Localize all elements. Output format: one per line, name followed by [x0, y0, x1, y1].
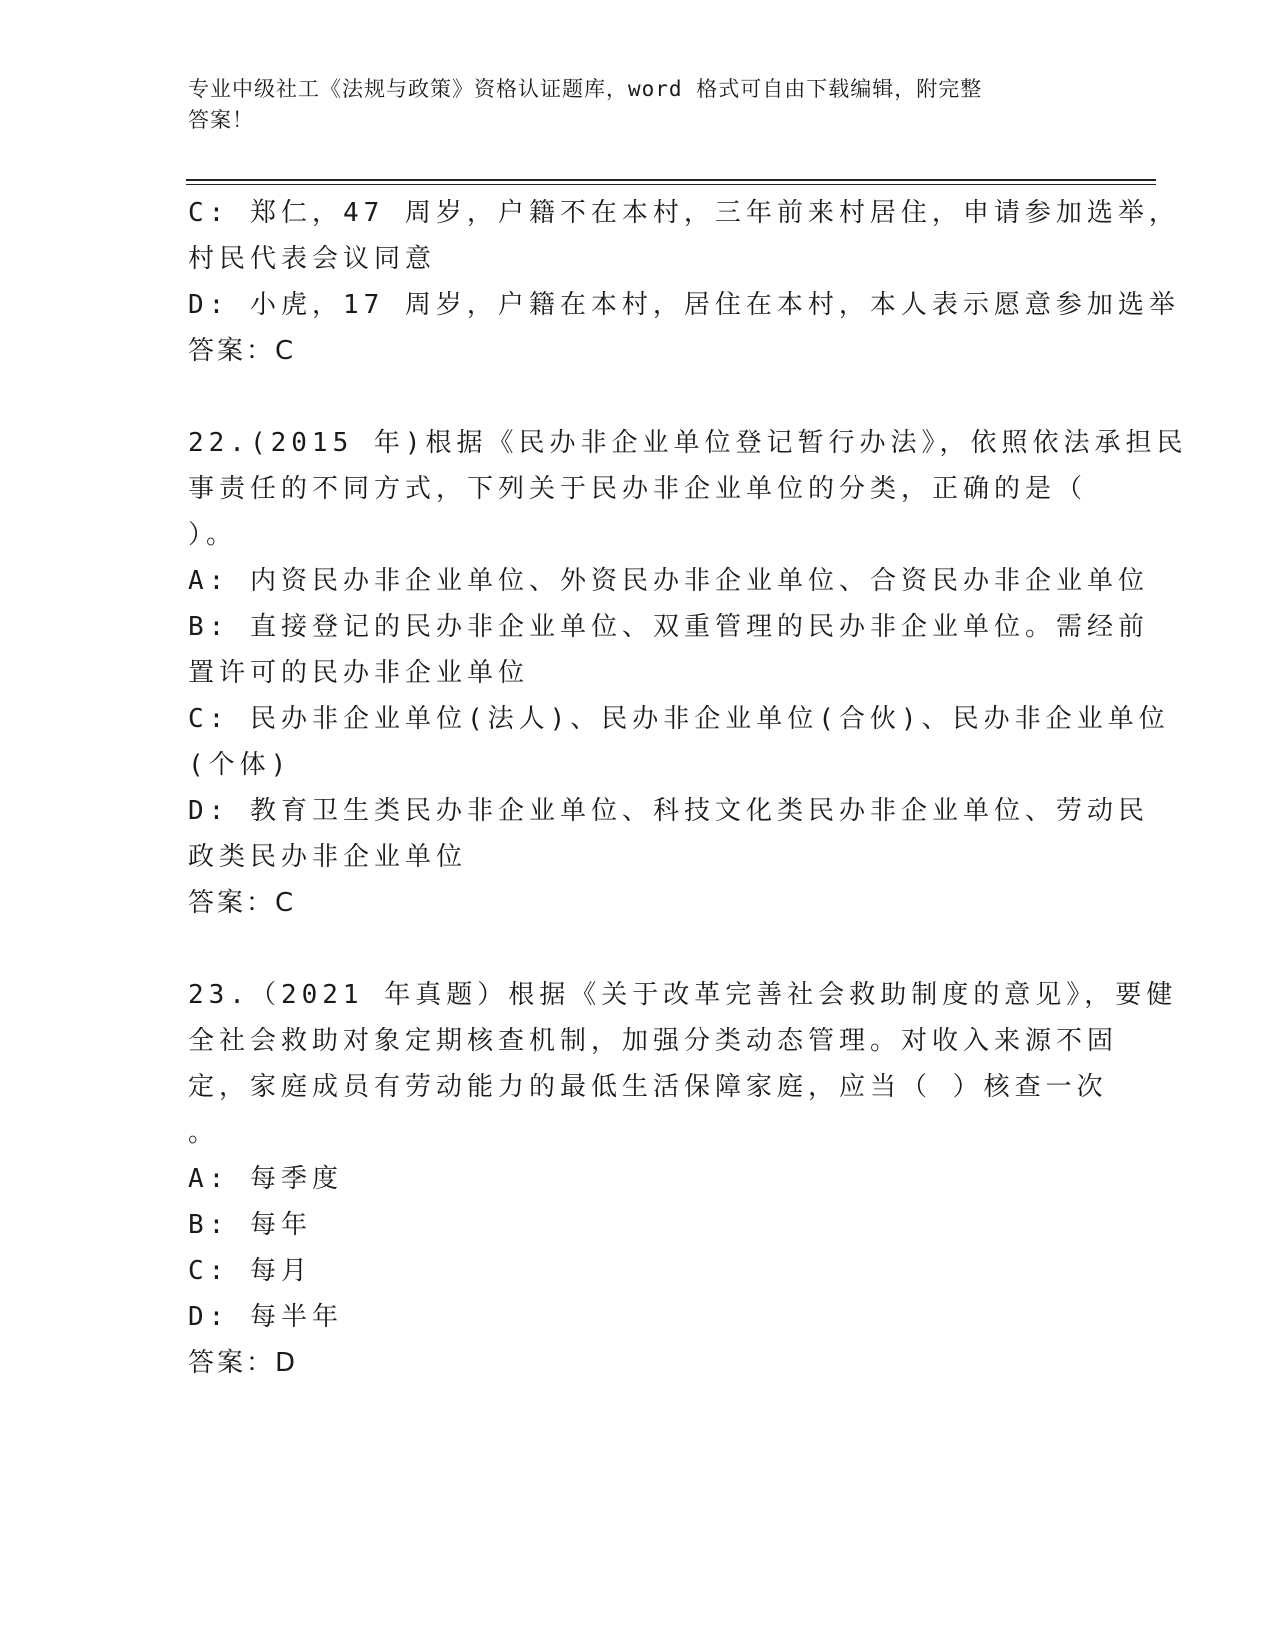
question-23-stem-line-2: 全社会救助对象定期核查机制，加强分类动态管理。对收入来源不固	[188, 1026, 1119, 1056]
question-23-stem-line-3: 定，家庭成员有劳动能力的最低生活保障家庭，应当（ ）核查一次	[188, 1072, 1108, 1102]
question-23	[188, 972, 1178, 1386]
question-22-stem-line-2: 事责任的不同方式，下列关于民办非企业单位的分类，正确的是（	[188, 474, 1088, 504]
option-b-line-1: B: 每年	[188, 1210, 312, 1240]
option-a-line-1: A: 内资民办非企业单位、外资民办非企业单位、合资民办非企业单位	[188, 566, 1149, 596]
page-header	[188, 74, 1068, 136]
answer-21: 答案：C	[188, 336, 297, 366]
header-divider-thin	[186, 184, 1156, 185]
question-21-tail	[188, 190, 1180, 374]
question-22	[188, 420, 1188, 926]
option-c-line-2: (个体)	[188, 750, 292, 780]
option-c-line-1: C: 民办非企业单位(法人)、民办非企业单位(合伙)、民办非企业单位	[188, 704, 1170, 734]
option-c-line-1: C: 郑仁，47 周岁，户籍不在本村，三年前来村居住，申请参加选举，	[188, 198, 1180, 228]
spacer	[188, 374, 1088, 420]
answer-22: 答案：C	[188, 888, 297, 918]
question-23-stem-line-4: 。	[188, 1118, 220, 1148]
question-22-stem-line-1: 22.(2015 年)根据《民办非企业单位登记暂行办法》，依照依法承担民	[188, 428, 1188, 458]
answer-23: 答案：D	[188, 1348, 299, 1378]
question-content	[188, 190, 1188, 1386]
option-d-line-2: 政类民办非企业单位	[188, 842, 468, 872]
question-23-stem-line-1: 23.（2021 年真题）根据《关于改革完善社会救助制度的意见》，要健	[188, 980, 1178, 1010]
spacer	[188, 926, 1088, 972]
option-b-line-1: B: 直接登记的民办非企业单位、双重管理的民办非企业单位。需经前	[188, 612, 1149, 642]
header-title-line-1: 专业中级社工《法规与政策》资格认证题库，word 格式可自由下载编辑，附完整	[188, 77, 983, 101]
option-d-line-1: D: 教育卫生类民办非企业单位、科技文化类民办非企业单位、劳动民	[188, 796, 1149, 826]
option-a-line-1: A: 每季度	[188, 1164, 343, 1194]
option-c-line-1: C: 每月	[188, 1256, 312, 1286]
header-divider-thick	[186, 179, 1156, 181]
option-b-line-2: 置许可的民办非企业单位	[188, 658, 530, 688]
question-22-stem-line-3: ）。	[188, 520, 238, 550]
option-c-line-2: 村民代表会议同意	[188, 244, 437, 274]
option-d-line-1: D: 每半年	[188, 1302, 343, 1332]
option-d-line-1: D: 小虎，17 周岁，户籍在本村，居住在本村，本人表示愿意参加选举	[188, 290, 1180, 320]
header-title-line-2: 答案！	[188, 108, 254, 132]
